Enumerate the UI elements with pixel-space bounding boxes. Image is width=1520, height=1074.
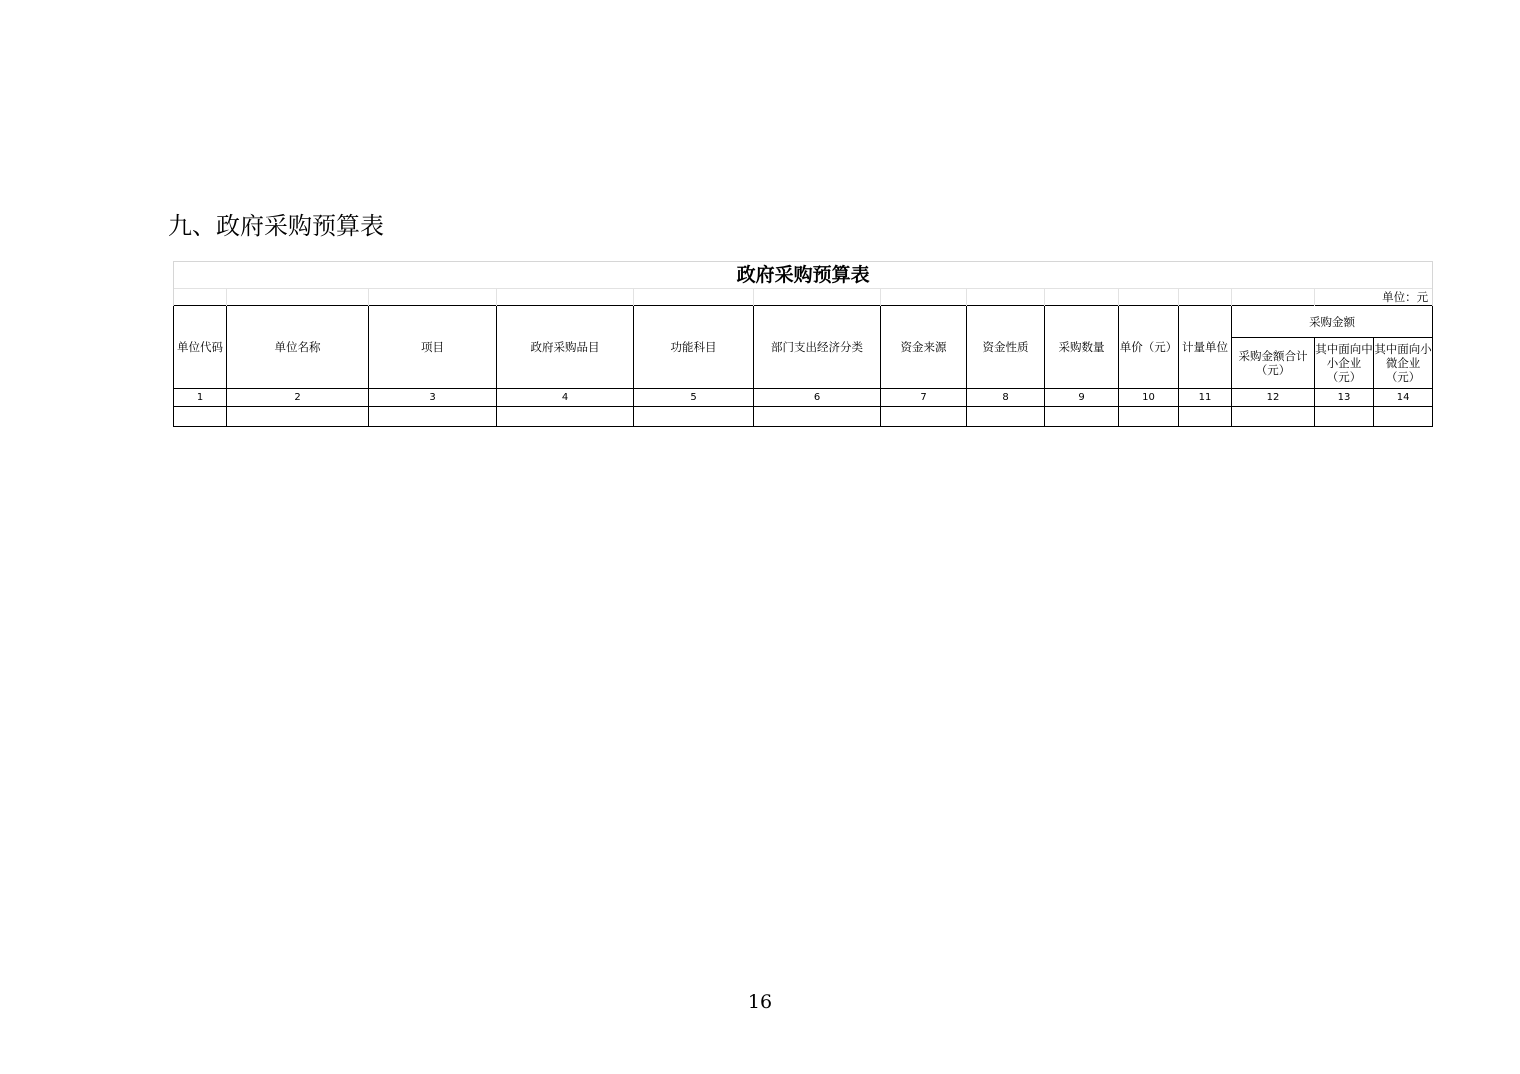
column-number: 11 (1179, 389, 1232, 407)
header-quantity: 采购数量 (1045, 306, 1119, 389)
empty-cell (754, 407, 881, 427)
column-number: 14 (1374, 389, 1433, 407)
header-function-subject: 功能科目 (634, 306, 754, 389)
column-number: 2 (227, 389, 369, 407)
column-number: 12 (1232, 389, 1315, 407)
column-number: 5 (634, 389, 754, 407)
column-number: 13 (1315, 389, 1374, 407)
header-micro-amount: 其中面向小微企业（元） (1374, 338, 1433, 389)
empty-cell (1315, 407, 1374, 427)
empty-cell (1232, 407, 1315, 427)
header-amount-total: 采购金额合计（元） (1232, 338, 1315, 389)
page-number: 16 (747, 991, 773, 1013)
header-unit-price: 单价（元） (1119, 306, 1179, 389)
header-measure-unit: 计量单位 (1179, 306, 1232, 389)
header-unit-code: 单位代码 (174, 306, 227, 389)
column-number: 6 (754, 389, 881, 407)
section-heading: 九、政府采购预算表 (168, 212, 384, 240)
empty-cell (634, 407, 754, 427)
header-unit-name: 单位名称 (227, 306, 369, 389)
table-row (174, 407, 1433, 427)
unit-label: 单位：元 (1315, 289, 1433, 306)
column-number: 3 (369, 389, 497, 407)
header-econ-class: 部门支出经济分类 (754, 306, 881, 389)
column-number: 9 (1045, 389, 1119, 407)
empty-cell (1045, 407, 1119, 427)
column-number: 1 (174, 389, 227, 407)
header-sme-amount: 其中面向中小企业（元） (1315, 338, 1374, 389)
empty-cell (967, 407, 1045, 427)
header-project: 项目 (369, 306, 497, 389)
column-number: 10 (1119, 389, 1179, 407)
table-title: 政府采购预算表 (174, 262, 1433, 289)
procurement-budget-table (173, 261, 1433, 427)
empty-cell (369, 407, 497, 427)
header-fund-nature: 资金性质 (967, 306, 1045, 389)
column-number: 8 (967, 389, 1045, 407)
empty-cell (227, 407, 369, 427)
empty-cell (1119, 407, 1179, 427)
header-fund-source: 资金来源 (881, 306, 967, 389)
empty-cell (881, 407, 967, 427)
column-number: 4 (497, 389, 634, 407)
header-amount-group: 采购金额 (1232, 306, 1433, 338)
empty-cell (497, 407, 634, 427)
empty-cell (1179, 407, 1232, 427)
empty-cell (1374, 407, 1433, 427)
header-purchase-item: 政府采购品目 (497, 306, 634, 389)
column-number: 7 (881, 389, 967, 407)
empty-cell (174, 407, 227, 427)
